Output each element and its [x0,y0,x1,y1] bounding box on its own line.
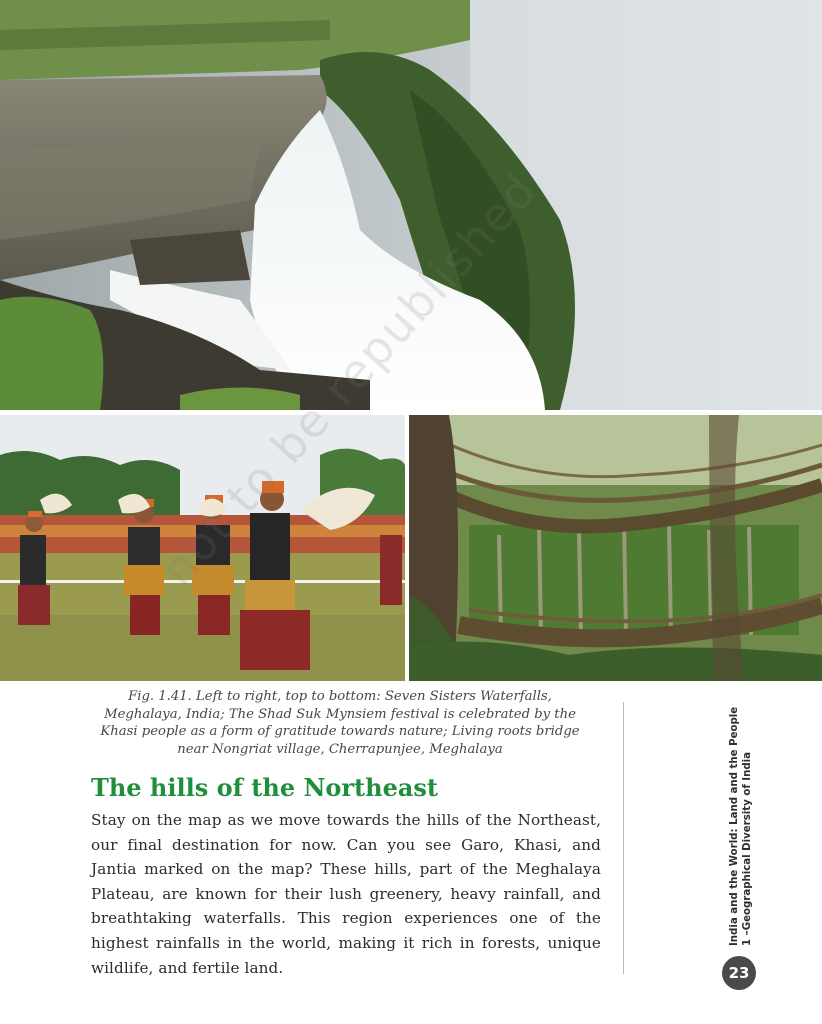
book-title: India and the World: Land and the People [729,706,740,946]
page-number-badge: 23 [722,956,756,990]
living-root-bridge-photo [409,415,822,681]
running-header [728,706,764,946]
section-body: Stay on the map as we move towards the hills of the Northeast, our final destination for now. Can you see Garo, Khasi, and Jantia marked on the map? These hills, part of the Meghalaya Plateau, are known for their lush greenery, heavy rainfall, and breathtaking waterfalls. This region experiences one of the highest rainfalls in the world, making it rich in forests, unique wildlife, and fertile land. [91,811,601,977]
vertical-divider [623,702,624,974]
chapter-title: 1 –Geographical Diversity of India [742,752,753,946]
waterfall-photo [0,0,822,410]
figure-caption: Fig. 1.41. Left to right, top to bottom: Seven Sisters Waterfalls, Meghalaya, India; The Shad Suk Mynsiem festival is celebrated by the Khasi people as a form of gratitude towards nature; Living roots bridge near Nongriat village, Cherrapunjee, Meghalaya [100,689,580,757]
section-title: The hills of the Northeast [91,773,438,802]
festival-dance-photo [0,415,405,681]
